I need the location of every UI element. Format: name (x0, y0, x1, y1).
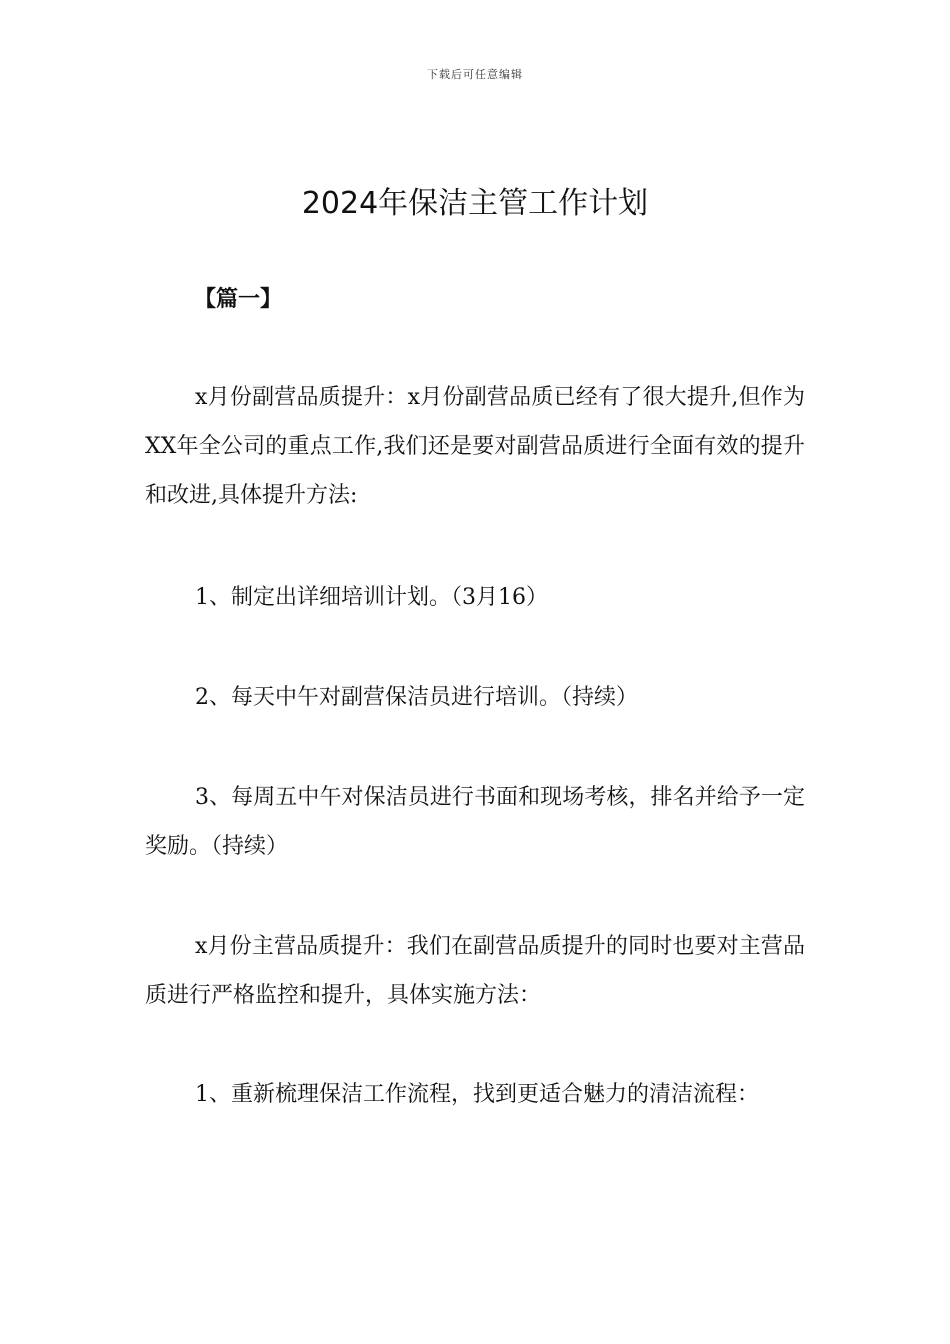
list-item: 1、制定出详细培训计划。（3月16） (195, 585, 548, 610)
list-item: 3、每周五中午对保洁员进行书面和现场考核，排名并给予一定奖励。（持续） (145, 785, 805, 859)
list-item: 2、每天中午对副营保洁员进行培训。（持续） (195, 685, 638, 710)
paragraph: x月份副营品质提升：x月份副营品质已经有了很大提升,但作为XX年全公司的重点工作,我们还是要对副营品质进行全面有效的提升和改进,具体提升方法: (145, 385, 805, 508)
list-item: 1、重新梳理保洁工作流程，找到更适合魅力的清洁流程： (195, 1082, 759, 1107)
document-title: 2024年保洁主管工作计划 (301, 186, 649, 221)
header-note: 下载后可任意编辑 (427, 68, 523, 81)
paragraph: x月份主营品质提升：我们在副营品质提升的同时也要对主营品质进行严格监控和提升，具体实施方法： (145, 934, 805, 1008)
section-label: 【篇一】 (194, 287, 283, 312)
